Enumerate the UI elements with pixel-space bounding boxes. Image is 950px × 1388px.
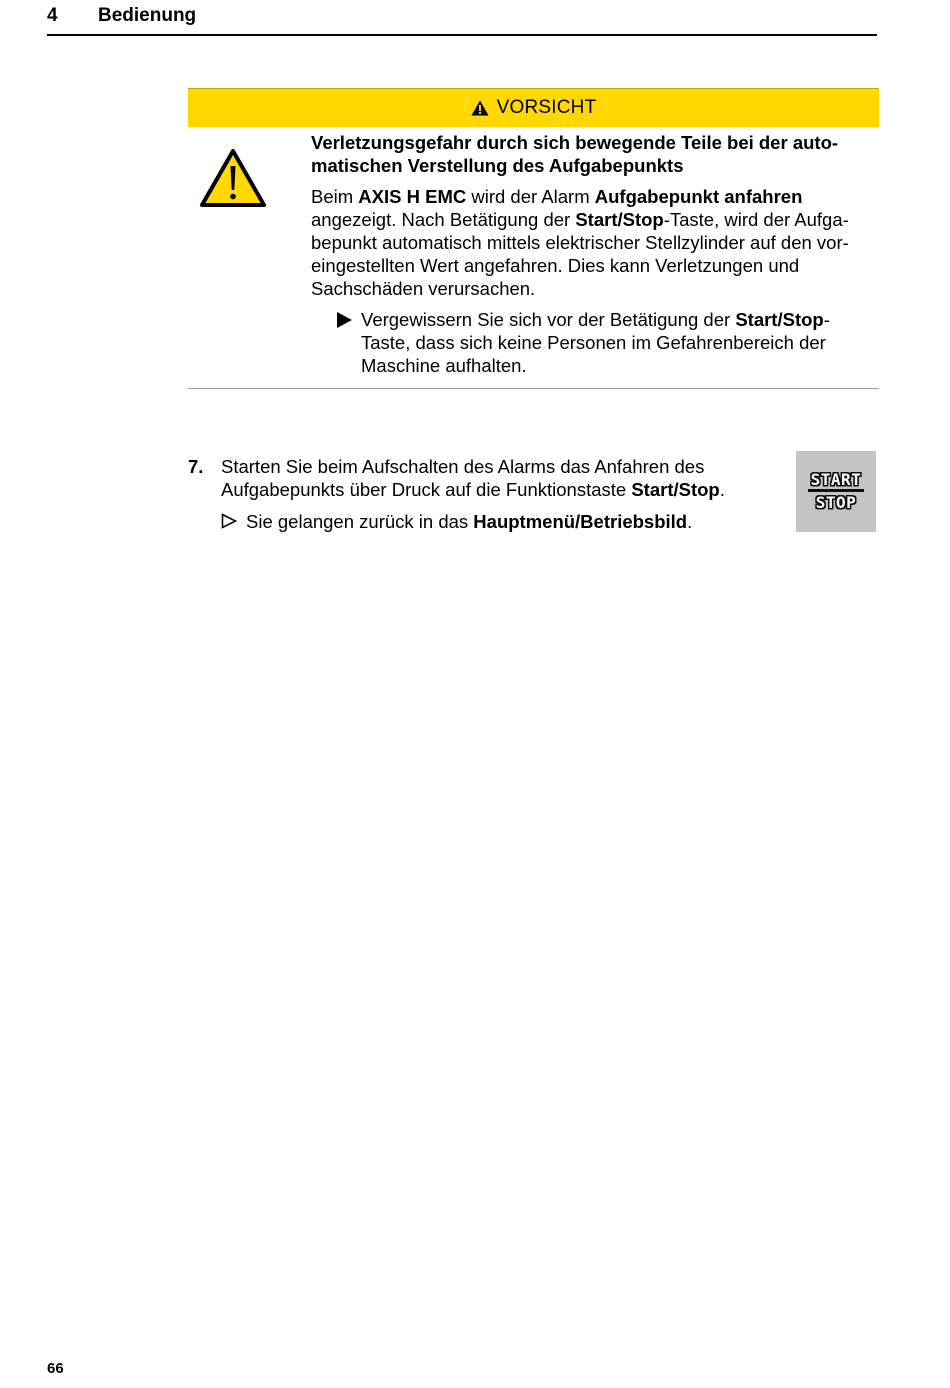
warning-content (311, 131, 877, 377)
step-item (188, 455, 768, 501)
step-result: Sie gelangen zurück in das Hauptmenü/Betriebsbild. (221, 510, 692, 533)
warning-action: Vergewissern Sie sich vor der Betätigung der Start/Stop-Taste, dass sich keine Personen im Gefahrenbereich der Maschine aufhalten. (311, 308, 877, 377)
result-arrow-icon (221, 513, 237, 529)
step-text: Starten Sie beim Aufschalten des Alarms das Anfahren des Aufgabepunkts über Druck auf die Funktionstaste Start/Stop. (221, 456, 725, 500)
key-label-start: START (810, 470, 862, 489)
chapter-title: Bedienung (98, 5, 197, 26)
warning-body: Beim AXIS H EMC wird der Alarm Aufgabepunkt anfahren angezeigt. Nach Betätigung der Start/Stop-Taste, wird der Aufga-bepunkt automatisch mittels elektrischer Stellzylinder auf den vor-eingestellten Wert angefahren. Dies kann Verletzungen und Sachschäden verursachen. (311, 186, 849, 299)
page-header (47, 4, 877, 36)
warning-divider (188, 388, 879, 389)
warning-title: Verletzungsgefahr durch sich bewegende Teile bei der auto-matischen Verstellung des Aufgabepunkts (311, 132, 839, 176)
page-number: 66 (47, 1360, 64, 1377)
key-label-stop: STOP (815, 493, 857, 512)
key-divider (808, 489, 864, 492)
warning-triangle-small-icon (471, 100, 489, 116)
start-stop-key-image (796, 451, 876, 532)
signal-word: VORSICHT (496, 97, 597, 118)
step-number: 7. (188, 456, 204, 477)
chapter-number: 4 (47, 5, 58, 26)
warning-signal-bar (188, 88, 879, 127)
action-arrow-icon (337, 312, 352, 328)
warning-triangle-icon (199, 148, 267, 208)
